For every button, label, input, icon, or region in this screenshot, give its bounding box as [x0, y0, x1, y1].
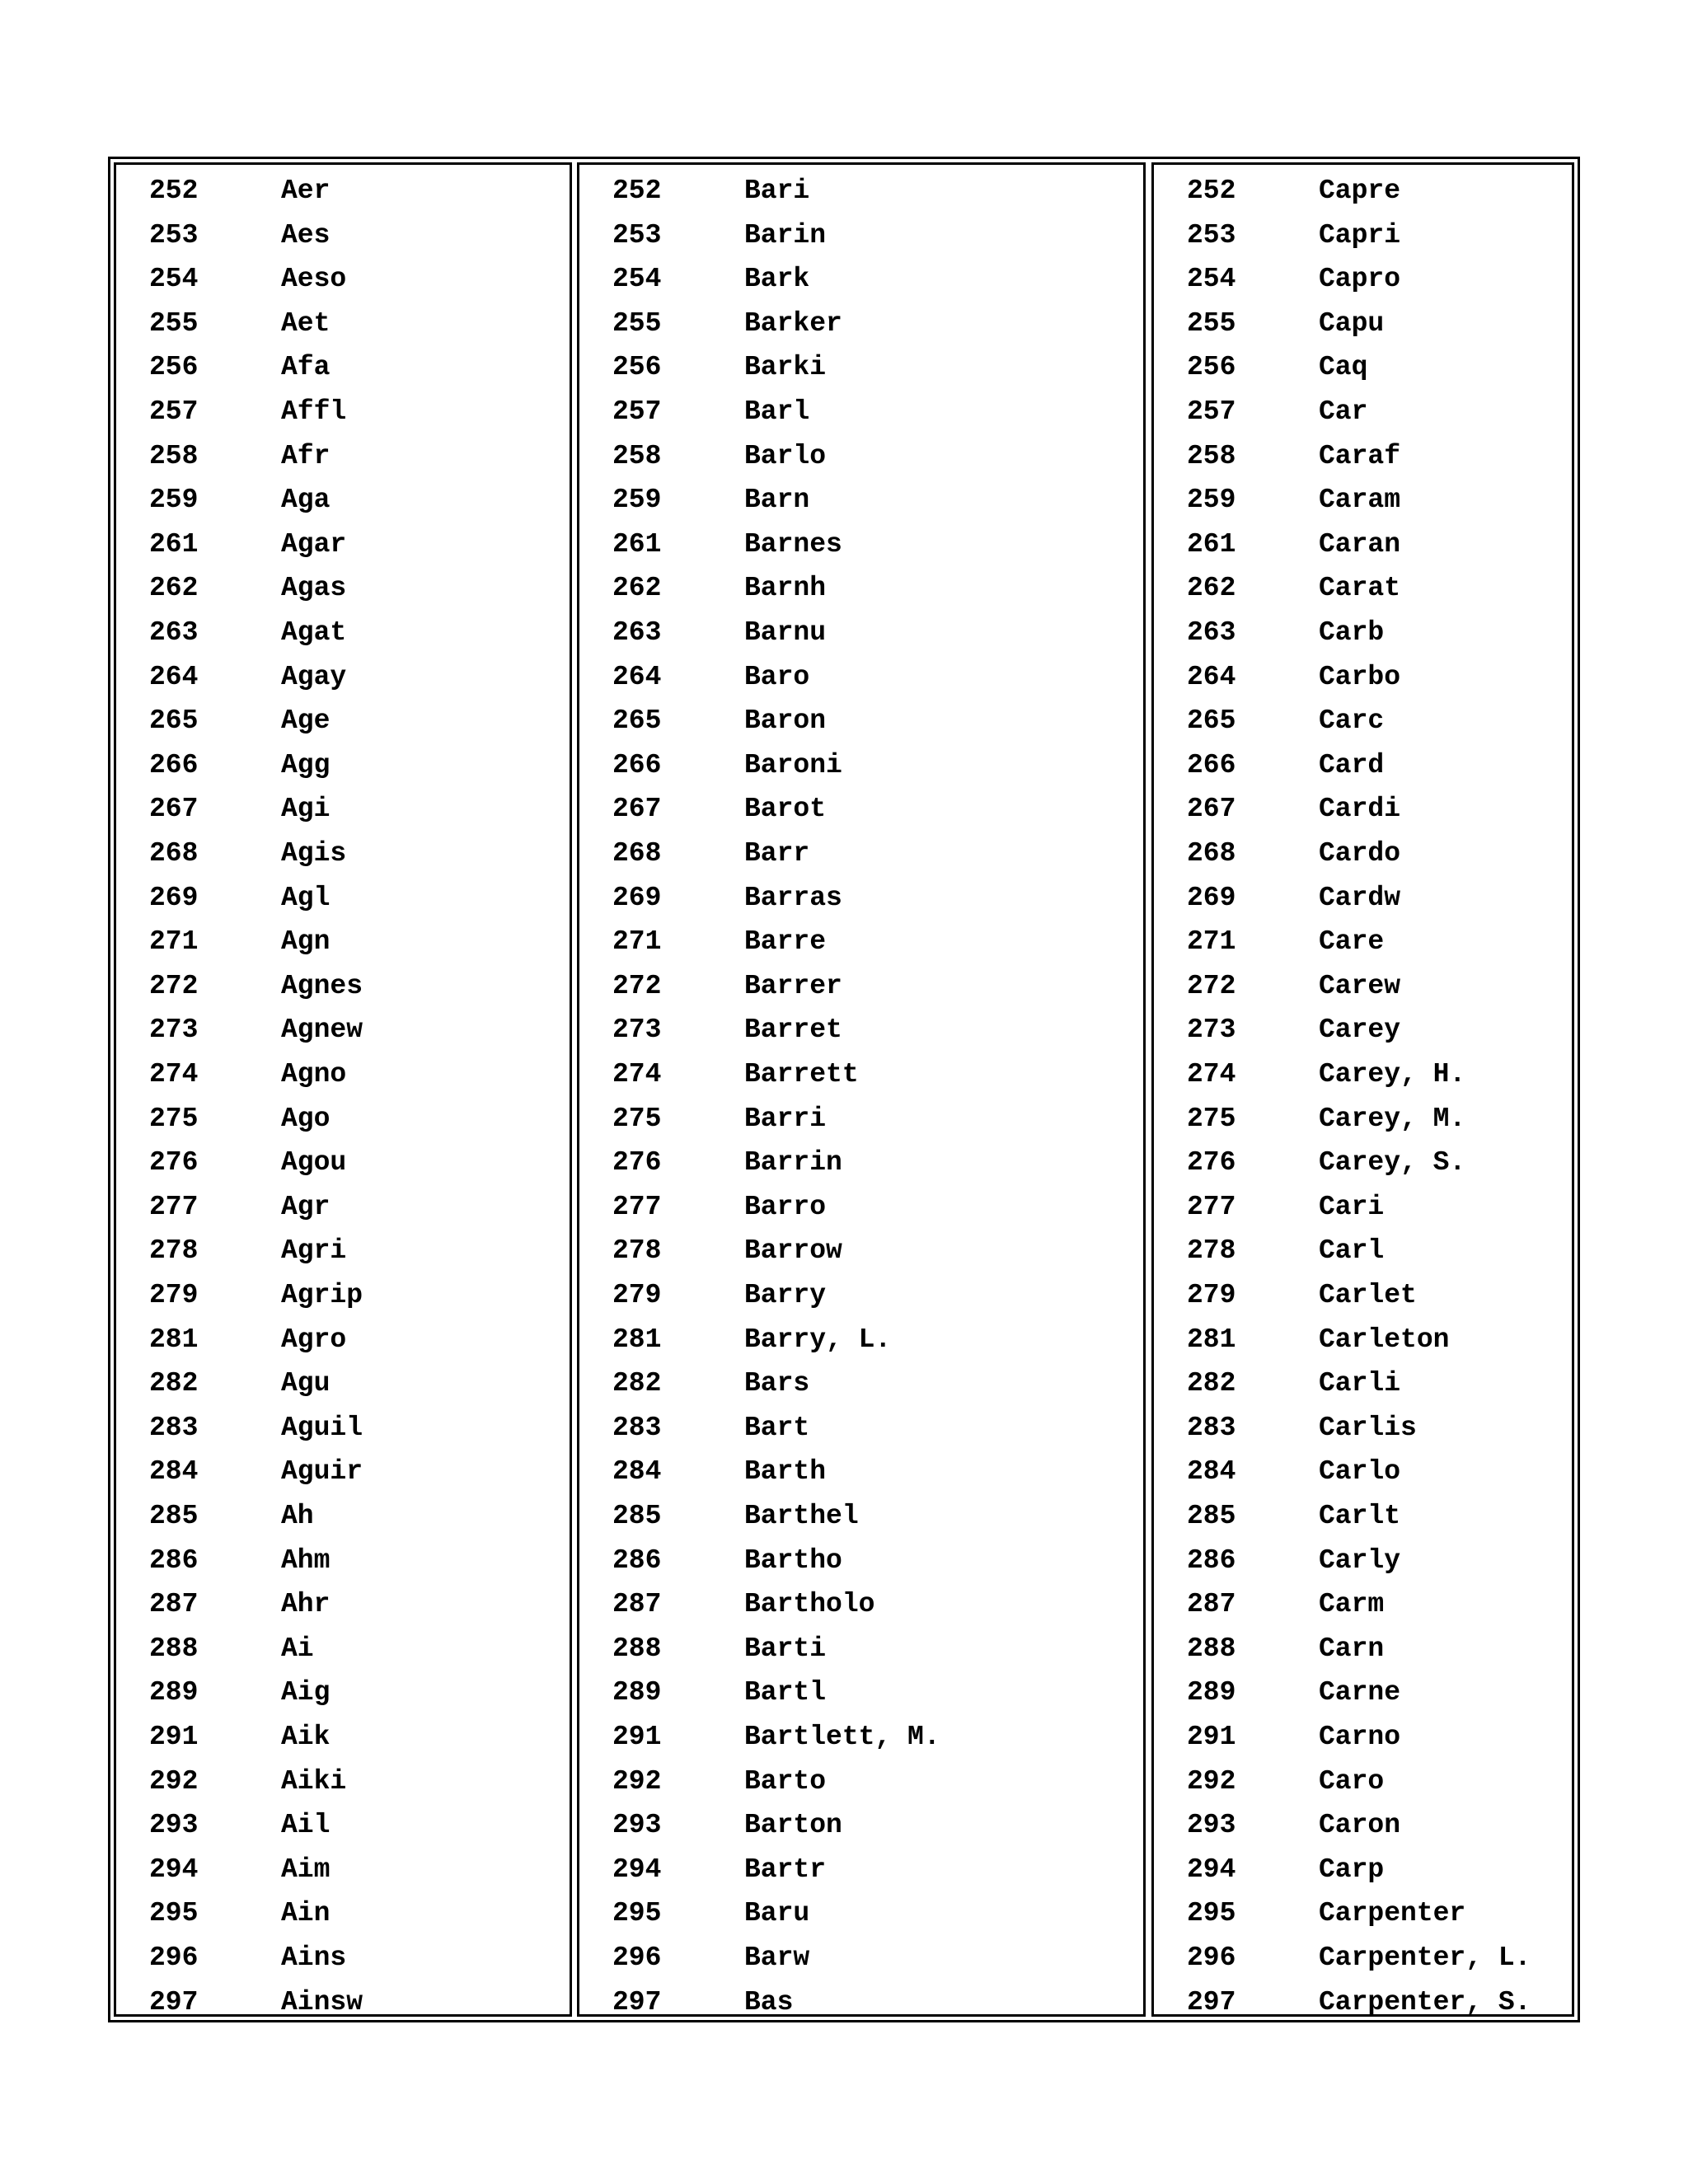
entry-name: Agro [281, 1324, 347, 1355]
entry-name: Bartr [744, 1854, 827, 1885]
entry-name: Barto [744, 1765, 827, 1797]
entry-name: Agrip [281, 1280, 363, 1310]
entry-name: Bart [744, 1412, 810, 1443]
entry-name: Bark [744, 264, 810, 295]
entry-number: 259 [149, 485, 199, 516]
entry-number: 289 [612, 1677, 662, 1708]
entry-number: 271 [612, 926, 662, 958]
entry-name: Agis [281, 838, 347, 869]
entry-number: 293 [149, 1810, 199, 1841]
entry-number: 276 [612, 1147, 662, 1179]
entry-number: 276 [149, 1147, 199, 1179]
entry-number: 261 [1187, 528, 1236, 560]
entry-name: Barw [744, 1943, 810, 1973]
entry-name: Barrett [744, 1059, 859, 1090]
entry-name: Barrow [744, 1235, 842, 1267]
entry-name: Care [1319, 926, 1385, 958]
entry-number: 261 [612, 528, 662, 560]
column-a [114, 162, 572, 2017]
entry-name: Barki [744, 352, 827, 383]
entry-number: 275 [149, 1103, 199, 1134]
entry-name: Barth [744, 1456, 827, 1488]
entry-name: Aguil [281, 1412, 363, 1443]
entry-number: 252 [149, 176, 199, 206]
entry-name: Aga [281, 485, 331, 516]
entry-name: Agr [281, 1191, 331, 1222]
entry-number: 258 [1187, 440, 1236, 471]
entry-name: Aim [281, 1854, 331, 1885]
entry-name: Aeso [281, 264, 347, 295]
entry-name: Aiki [281, 1765, 347, 1797]
entry-number: 274 [1187, 1059, 1236, 1090]
entry-number: 284 [612, 1456, 662, 1488]
entry-number: 297 [612, 1986, 662, 2018]
entry-name: Ahr [281, 1589, 331, 1620]
entry-number: 287 [1187, 1589, 1236, 1620]
entry-name: Capu [1319, 307, 1385, 339]
entry-name: Carno [1319, 1722, 1401, 1752]
entry-name: Barre [744, 926, 827, 958]
entry-name: Caran [1319, 528, 1401, 560]
entry-name: Carey [1319, 1015, 1401, 1046]
entry-name: Agou [281, 1147, 347, 1179]
entry-name: Baru [744, 1898, 810, 1929]
entry-number: 297 [149, 1986, 199, 2018]
entry-name: Agar [281, 528, 347, 560]
entry-name: Barl [744, 396, 810, 427]
entry-name: Capre [1319, 176, 1401, 206]
entry-name: Carlis [1319, 1412, 1417, 1443]
entry-number: 272 [149, 970, 199, 1001]
entry-number: 265 [149, 705, 199, 737]
entry-name: Bartlett, M. [744, 1722, 940, 1752]
entry-number: 252 [1187, 176, 1236, 206]
entry-number: 256 [1187, 352, 1236, 383]
entry-number: 259 [1187, 485, 1236, 516]
entry-number: 281 [149, 1324, 199, 1355]
entry-number: 291 [149, 1722, 199, 1752]
entry-number: 278 [149, 1235, 199, 1267]
entry-name: Aguir [281, 1456, 363, 1488]
entry-name: Barry [744, 1280, 827, 1310]
entry-number: 288 [1187, 1633, 1236, 1664]
entry-number: 287 [612, 1589, 662, 1620]
entry-name: Bas [744, 1986, 794, 2018]
entry-name: Ah [281, 1501, 314, 1531]
entry-name: Age [281, 705, 331, 737]
entry-number: 253 [612, 219, 662, 251]
entry-number: 254 [149, 264, 199, 295]
entry-name: Car [1319, 396, 1368, 427]
entry-number: 282 [1187, 1368, 1236, 1399]
entry-number: 295 [612, 1898, 662, 1929]
entry-number: 268 [1187, 838, 1236, 869]
entry-number: 292 [149, 1765, 199, 1797]
entry-number: 258 [612, 440, 662, 471]
entry-number: 295 [1187, 1898, 1236, 1929]
entry-number: 269 [1187, 882, 1236, 913]
entry-name: Barr [744, 838, 810, 869]
entry-number: 272 [1187, 970, 1236, 1001]
entry-number: 286 [149, 1544, 199, 1576]
entry-number: 285 [612, 1501, 662, 1531]
entry-number: 296 [149, 1943, 199, 1973]
entry-number: 262 [1187, 573, 1236, 604]
entry-number: 255 [149, 307, 199, 339]
entry-number: 277 [149, 1191, 199, 1222]
entry-name: Barker [744, 307, 842, 339]
entry-name: Afr [281, 440, 331, 471]
entry-name: Agnes [281, 970, 363, 1001]
entry-name: Barin [744, 219, 827, 251]
entry-name: Carlet [1319, 1280, 1417, 1310]
entry-name: Aik [281, 1722, 331, 1752]
entry-number: 288 [149, 1633, 199, 1664]
entry-name: Barras [744, 882, 842, 913]
entry-number: 293 [612, 1810, 662, 1841]
entry-number: 282 [149, 1368, 199, 1399]
entry-name: Cardi [1319, 794, 1401, 825]
entry-number: 294 [612, 1854, 662, 1885]
entry-name: Barot [744, 794, 827, 825]
entry-name: Barry, L. [744, 1324, 892, 1355]
entry-number: 266 [612, 749, 662, 780]
entry-number: 292 [1187, 1765, 1236, 1797]
entry-number: 295 [149, 1898, 199, 1929]
entry-number: 278 [612, 1235, 662, 1267]
entry-name: Carne [1319, 1677, 1401, 1708]
entry-name: Carey, S. [1319, 1147, 1466, 1179]
entry-name: Bari [744, 176, 810, 206]
entry-number: 283 [149, 1412, 199, 1443]
entry-number: 282 [612, 1368, 662, 1399]
entry-number: 265 [612, 705, 662, 737]
entry-name: Card [1319, 749, 1385, 780]
entry-name: Carm [1319, 1589, 1385, 1620]
entry-number: 264 [1187, 661, 1236, 692]
entry-name: Carlt [1319, 1501, 1401, 1531]
entry-name: Aig [281, 1677, 331, 1708]
entry-name: Agat [281, 617, 347, 648]
entry-number: 289 [1187, 1677, 1236, 1708]
entry-name: Carl [1319, 1235, 1385, 1267]
entry-name: Aer [281, 176, 331, 206]
entry-number: 263 [612, 617, 662, 648]
entry-number: 278 [1187, 1235, 1236, 1267]
entry-name: Ahm [281, 1544, 331, 1576]
entry-name: Bartho [744, 1544, 842, 1576]
entry-number: 263 [1187, 617, 1236, 648]
entry-number: 257 [149, 396, 199, 427]
entry-number: 273 [1187, 1015, 1236, 1046]
entry-name: Barnes [744, 528, 842, 560]
entry-number: 269 [149, 882, 199, 913]
entry-number: 284 [149, 1456, 199, 1488]
entry-number: 297 [1187, 1986, 1236, 2018]
entry-name: Cardo [1319, 838, 1401, 869]
entry-number: 264 [149, 661, 199, 692]
entry-number: 266 [1187, 749, 1236, 780]
entry-name: Capri [1319, 219, 1401, 251]
entry-number: 288 [612, 1633, 662, 1664]
entry-number: 267 [612, 794, 662, 825]
entry-number: 269 [612, 882, 662, 913]
entry-name: Barlo [744, 440, 827, 471]
entry-name: Agnew [281, 1015, 363, 1046]
entry-name: Agas [281, 573, 347, 604]
entry-number: 276 [1187, 1147, 1236, 1179]
entry-number: 285 [149, 1501, 199, 1531]
entry-number: 271 [149, 926, 199, 958]
entry-number: 286 [1187, 1544, 1236, 1576]
entry-number: 271 [1187, 926, 1236, 958]
entry-name: Baroni [744, 749, 842, 780]
entry-name: Barn [744, 485, 810, 516]
entry-name: Cardw [1319, 882, 1401, 913]
entry-name: Barrin [744, 1147, 842, 1179]
entry-name: Barro [744, 1191, 827, 1222]
entry-number: 294 [1187, 1854, 1236, 1885]
entry-number: 265 [1187, 705, 1236, 737]
entry-number: 275 [612, 1103, 662, 1134]
entry-number: 286 [612, 1544, 662, 1576]
entry-name: Carpenter [1319, 1898, 1466, 1929]
entry-name: Carn [1319, 1633, 1385, 1664]
entry-name: Aes [281, 219, 331, 251]
entry-number: 289 [149, 1677, 199, 1708]
entry-name: Agn [281, 926, 331, 958]
entry-number: 257 [612, 396, 662, 427]
entry-name: Barton [744, 1810, 842, 1841]
entry-name: Agi [281, 794, 331, 825]
entry-number: 256 [612, 352, 662, 383]
entry-name: Cari [1319, 1191, 1385, 1222]
entry-number: 284 [1187, 1456, 1236, 1488]
entry-number: 262 [612, 573, 662, 604]
entry-name: Caron [1319, 1810, 1401, 1841]
entry-number: 272 [612, 970, 662, 1001]
entry-number: 296 [612, 1943, 662, 1973]
entry-number: 283 [1187, 1412, 1236, 1443]
entry-name: Baron [744, 705, 827, 737]
entry-name: Agg [281, 749, 331, 780]
entry-name: Agay [281, 661, 347, 692]
entry-number: 254 [1187, 264, 1236, 295]
entry-number: 256 [149, 352, 199, 383]
entry-name: Ail [281, 1810, 331, 1841]
entry-name: Baro [744, 661, 810, 692]
entry-number: 294 [149, 1854, 199, 1885]
entry-name: Caq [1319, 352, 1368, 383]
entry-number: 279 [612, 1280, 662, 1310]
entry-number: 296 [1187, 1943, 1236, 1973]
entry-name: Caram [1319, 485, 1401, 516]
entry-name: Ago [281, 1103, 331, 1134]
entry-name: Ainsw [281, 1986, 363, 2018]
entry-number: 262 [149, 573, 199, 604]
entry-name: Carleton [1319, 1324, 1450, 1355]
entry-number: 253 [1187, 219, 1236, 251]
entry-number: 283 [612, 1412, 662, 1443]
entry-number: 253 [149, 219, 199, 251]
entry-name: Carbo [1319, 661, 1401, 692]
entry-name: Afa [281, 352, 331, 383]
entry-name: Carly [1319, 1544, 1401, 1576]
entry-name: Capro [1319, 264, 1401, 295]
entry-name: Carew [1319, 970, 1401, 1001]
entry-number: 279 [1187, 1280, 1236, 1310]
entry-name: Carey, M. [1319, 1103, 1466, 1134]
entry-number: 259 [612, 485, 662, 516]
entry-name: Agu [281, 1368, 331, 1399]
entry-name: Ains [281, 1943, 347, 1973]
entry-number: 261 [149, 528, 199, 560]
entry-name: Carp [1319, 1854, 1385, 1885]
entry-number: 287 [149, 1589, 199, 1620]
entry-name: Barti [744, 1633, 827, 1664]
entry-number: 292 [612, 1765, 662, 1797]
entry-name: Carlo [1319, 1456, 1401, 1488]
entry-name: Carat [1319, 573, 1401, 604]
entry-name: Agri [281, 1235, 347, 1267]
entry-number: 293 [1187, 1810, 1236, 1841]
entry-number: 281 [1187, 1324, 1236, 1355]
column-b [577, 162, 1146, 2017]
entry-number: 255 [612, 307, 662, 339]
entry-number: 266 [149, 749, 199, 780]
entry-name: Barri [744, 1103, 827, 1134]
entry-number: 275 [1187, 1103, 1236, 1134]
entry-number: 255 [1187, 307, 1236, 339]
entry-name: Bars [744, 1368, 810, 1399]
entry-number: 274 [612, 1059, 662, 1090]
entry-name: Carli [1319, 1368, 1401, 1399]
entry-number: 277 [1187, 1191, 1236, 1222]
entry-name: Barrer [744, 970, 842, 1001]
entry-name: Caro [1319, 1765, 1385, 1797]
entry-number: 277 [612, 1191, 662, 1222]
entry-name: Carpenter, S. [1319, 1986, 1531, 2018]
entry-number: 273 [149, 1015, 199, 1046]
entry-name: Carb [1319, 617, 1385, 648]
entry-name: Barnh [744, 573, 827, 604]
entry-number: 291 [1187, 1722, 1236, 1752]
entry-name: Bartl [744, 1677, 827, 1708]
entry-name: Barret [744, 1015, 842, 1046]
entry-name: Ai [281, 1633, 314, 1664]
entry-name: Caraf [1319, 440, 1401, 471]
entry-name: Barthel [744, 1501, 859, 1531]
entry-number: 291 [612, 1722, 662, 1752]
entry-name: Bartholo [744, 1589, 875, 1620]
entry-name: Carpenter, L. [1319, 1943, 1531, 1973]
entry-name: Barnu [744, 617, 827, 648]
entry-number: 258 [149, 440, 199, 471]
entry-name: Affl [281, 396, 347, 427]
entry-number: 263 [149, 617, 199, 648]
entry-number: 274 [149, 1059, 199, 1090]
entry-name: Carc [1319, 705, 1385, 737]
entry-name: Agno [281, 1059, 347, 1090]
entry-number: 268 [612, 838, 662, 869]
entry-name: Carey, H. [1319, 1059, 1466, 1090]
entry-name: Ain [281, 1898, 331, 1929]
entry-number: 252 [612, 176, 662, 206]
entry-name: Aet [281, 307, 331, 339]
entry-number: 279 [149, 1280, 199, 1310]
entry-number: 268 [149, 838, 199, 869]
entry-name: Agl [281, 882, 331, 913]
entry-number: 267 [1187, 794, 1236, 825]
entry-number: 273 [612, 1015, 662, 1046]
entry-number: 267 [149, 794, 199, 825]
entry-number: 254 [612, 264, 662, 295]
entry-number: 281 [612, 1324, 662, 1355]
entry-number: 285 [1187, 1501, 1236, 1531]
entry-number: 257 [1187, 396, 1236, 427]
column-c [1151, 162, 1574, 2017]
entry-number: 264 [612, 661, 662, 692]
